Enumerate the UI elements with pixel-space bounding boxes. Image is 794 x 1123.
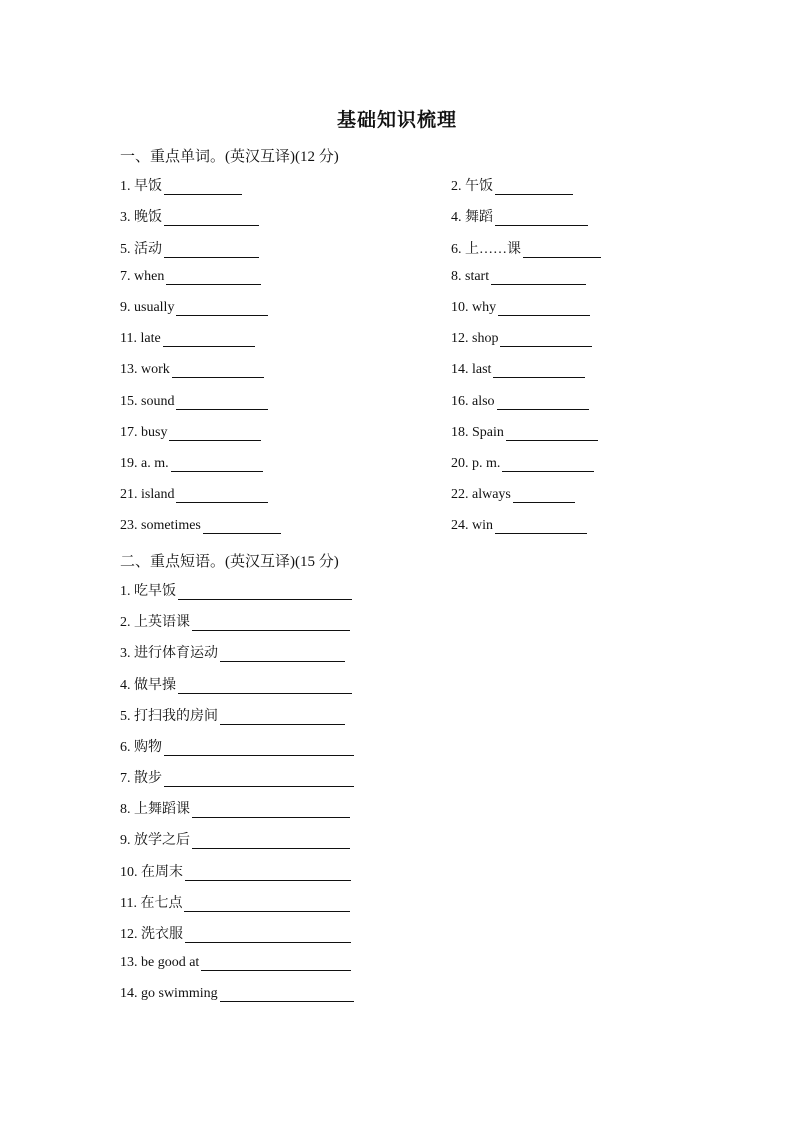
word-item-17 <box>120 425 261 441</box>
answer-blank[interactable] <box>493 362 585 378</box>
answer-blank[interactable] <box>164 179 242 195</box>
word-label: 14. last <box>451 362 492 377</box>
word-item-6 <box>451 238 601 258</box>
word-item-2 <box>451 175 573 195</box>
word-item-13 <box>120 362 264 378</box>
phrase-label: 10. 在周末 <box>120 865 183 880</box>
word-item-5 <box>120 238 259 258</box>
answer-blank[interactable] <box>523 242 601 258</box>
phrase-label: 14. go swimming <box>120 986 218 1001</box>
phrase-label: 6. 购物 <box>120 740 162 755</box>
phrase-item-1 <box>120 580 352 600</box>
word-item-18 <box>451 425 598 441</box>
phrase-item-7 <box>120 767 354 787</box>
answer-blank[interactable] <box>192 833 350 849</box>
answer-blank[interactable] <box>178 584 352 600</box>
answer-blank[interactable] <box>498 300 590 316</box>
answer-blank[interactable] <box>185 865 351 881</box>
word-label: 3. 晚饭 <box>120 210 162 225</box>
word-item-24 <box>451 518 587 534</box>
word-label: 24. win <box>451 518 493 533</box>
word-item-14 <box>451 362 585 378</box>
word-label: 23. sometimes <box>120 518 201 533</box>
word-label: 1. 早饭 <box>120 179 162 194</box>
phrase-item-9 <box>120 829 350 849</box>
answer-blank[interactable] <box>164 242 259 258</box>
phrase-item-14 <box>120 986 354 1002</box>
answer-blank[interactable] <box>176 487 268 503</box>
word-label: 19. a. m. <box>120 456 169 471</box>
answer-blank[interactable] <box>192 802 350 818</box>
phrase-item-4 <box>120 674 352 694</box>
word-item-1 <box>120 175 242 195</box>
word-item-16 <box>451 394 589 410</box>
word-item-20 <box>451 456 594 472</box>
phrase-label: 9. 放学之后 <box>120 833 190 848</box>
word-item-4 <box>451 206 588 226</box>
word-item-8 <box>451 269 586 285</box>
word-label: 8. start <box>451 269 490 284</box>
answer-blank[interactable] <box>220 986 354 1002</box>
phrase-item-5 <box>120 705 345 725</box>
phrase-label: 4. 做早操 <box>120 678 176 693</box>
answer-blank[interactable] <box>164 771 354 787</box>
phrase-item-10 <box>120 861 351 881</box>
answer-blank[interactable] <box>495 518 587 534</box>
word-label: 16. also <box>451 394 495 409</box>
phrase-label: 5. 打扫我的房间 <box>120 709 218 724</box>
phrase-label: 2. 上英语课 <box>120 615 190 630</box>
word-item-3 <box>120 206 259 226</box>
answer-blank[interactable] <box>164 210 259 226</box>
answer-blank[interactable] <box>166 269 261 285</box>
answer-blank[interactable] <box>176 394 268 410</box>
word-label: 13. work <box>120 362 170 377</box>
word-item-19 <box>120 456 263 472</box>
word-label: 6. 上……课 <box>451 242 521 257</box>
answer-blank[interactable] <box>184 896 350 912</box>
word-item-11 <box>120 331 255 347</box>
word-label: 10. why <box>451 300 497 315</box>
phrase-label: 3. 进行体育运动 <box>120 646 218 661</box>
answer-blank[interactable] <box>178 678 352 694</box>
word-label: 17. busy <box>120 425 168 440</box>
answer-blank[interactable] <box>497 394 589 410</box>
phrase-item-12 <box>120 923 351 943</box>
page-title: 基础知识梳理 <box>336 110 457 131</box>
phrase-item-8 <box>120 798 350 818</box>
word-label: 11. late <box>120 331 161 346</box>
word-item-23 <box>120 518 281 534</box>
answer-blank[interactable] <box>500 331 592 347</box>
word-item-15 <box>120 394 268 410</box>
answer-blank[interactable] <box>506 425 598 441</box>
word-label: 7. when <box>120 269 165 284</box>
word-label: 21. island <box>120 487 175 502</box>
phrase-item-2 <box>120 611 350 631</box>
answer-blank[interactable] <box>185 927 351 943</box>
answer-blank[interactable] <box>513 487 575 503</box>
answer-blank[interactable] <box>169 425 261 441</box>
word-label: 20. p. m. <box>451 456 501 471</box>
phrase-label: 7. 散步 <box>120 771 162 786</box>
answer-blank[interactable] <box>171 456 263 472</box>
word-label: 15. sound <box>120 394 175 409</box>
word-item-7 <box>120 269 261 285</box>
word-item-22 <box>451 487 575 503</box>
answer-blank[interactable] <box>220 709 345 725</box>
answer-blank[interactable] <box>502 456 594 472</box>
word-item-12 <box>451 331 592 347</box>
answer-blank[interactable] <box>164 740 354 756</box>
answer-blank[interactable] <box>192 615 350 631</box>
word-label: 22. always <box>451 487 511 502</box>
word-label: 9. usually <box>120 300 175 315</box>
answer-blank[interactable] <box>495 179 573 195</box>
word-item-10 <box>451 300 590 316</box>
section1-heading: 一、重点单词。(英汉互译)(12 分) <box>120 149 339 165</box>
phrase-label: 12. 洗衣服 <box>120 927 183 942</box>
answer-blank[interactable] <box>176 300 268 316</box>
answer-blank[interactable] <box>163 331 255 347</box>
phrase-item-13 <box>120 955 351 971</box>
phrase-label: 8. 上舞蹈课 <box>120 802 190 817</box>
answer-blank[interactable] <box>495 210 588 226</box>
phrase-label: 1. 吃早饭 <box>120 584 176 599</box>
answer-blank[interactable] <box>220 646 345 662</box>
word-label: 5. 活动 <box>120 242 162 257</box>
word-item-21 <box>120 487 268 503</box>
word-label: 18. Spain <box>451 425 504 440</box>
answer-blank[interactable] <box>201 955 351 971</box>
answer-blank[interactable] <box>491 269 586 285</box>
phrase-item-6 <box>120 736 354 756</box>
section2-heading: 二、重点短语。(英汉互译)(15 分) <box>120 554 339 570</box>
word-label: 4. 舞蹈 <box>451 210 493 225</box>
phrase-item-3 <box>120 642 345 662</box>
word-item-9 <box>120 300 268 316</box>
phrase-label: 13. be good at <box>120 955 200 970</box>
answer-blank[interactable] <box>172 362 264 378</box>
word-label: 2. 午饭 <box>451 179 493 194</box>
phrase-item-11 <box>120 892 350 912</box>
answer-blank[interactable] <box>203 518 281 534</box>
word-label: 12. shop <box>451 331 499 346</box>
phrase-label: 11. 在七点 <box>120 896 183 911</box>
